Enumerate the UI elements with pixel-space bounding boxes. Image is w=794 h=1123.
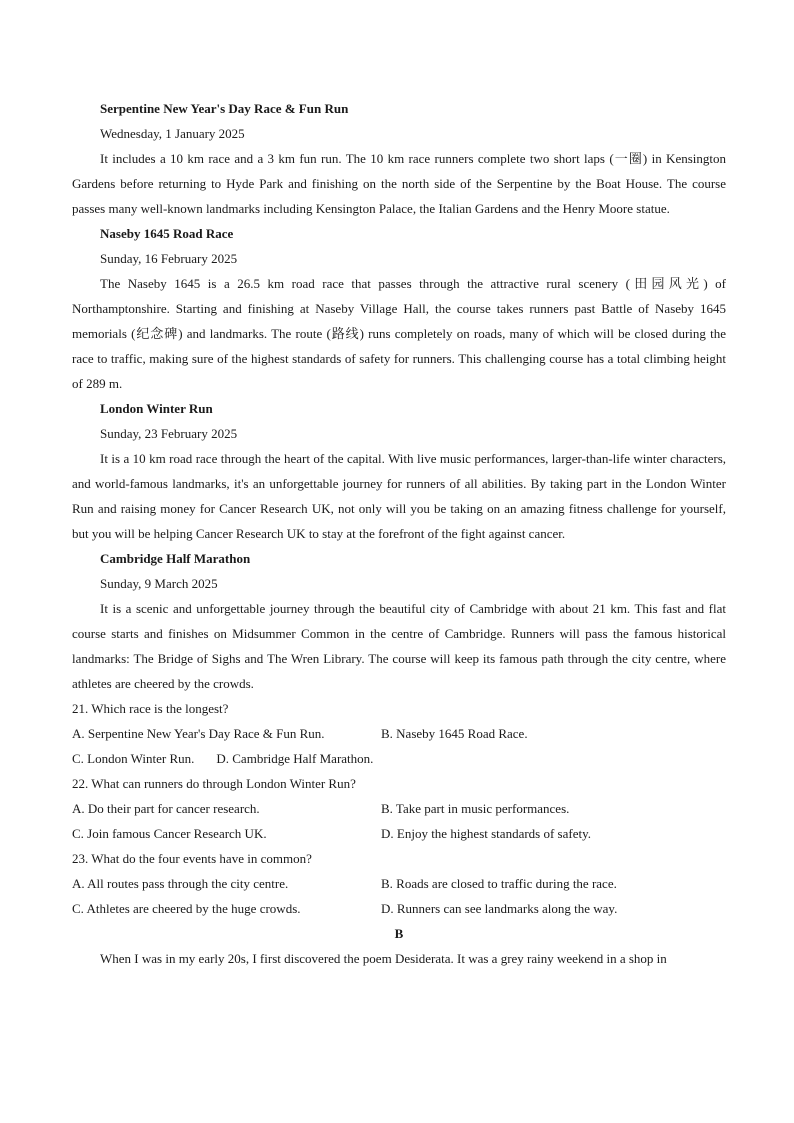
option-d: D. Runners can see landmarks along the way. — [381, 901, 618, 916]
question-23 — [72, 846, 726, 921]
options-row — [72, 721, 726, 746]
section-heading: B — [394, 926, 404, 941]
option-b: B. Take part in music performances. — [381, 801, 570, 816]
option-a: A. Do their part for cancer research. — [72, 801, 260, 816]
question-stem: 22. What can runners do through London Winter Run? — [72, 776, 356, 791]
question-stem: 23. What do the four events have in common? — [72, 851, 312, 866]
option-d: D. Enjoy the highest standards of safety. — [381, 826, 591, 841]
race-serpentine — [72, 96, 726, 221]
race-description: It includes a 10 km race and a 3 km fun run. The 10 km race runners complete two short laps (一圈) in Kensington Gardens before returning to Hyde Park and finishing on the north side of the Serpentine by the Boat House. The course passes many well-known landmarks including Kensington Palace, the Italian Gardens and the Henry Moore statue. — [72, 151, 726, 216]
race-title: Naseby 1645 Road Race — [100, 226, 234, 241]
race-title: Cambridge Half Marathon — [100, 551, 251, 566]
race-naseby — [72, 221, 726, 396]
options-row — [72, 796, 726, 821]
section-b-opening: When I was in my early 20s, I first discovered the poem Desiderata. It was a grey rainy weekend in a shop in — [100, 951, 667, 966]
option-c: C. London Winter Run. — [72, 751, 195, 766]
option-c: C. Athletes are cheered by the huge crowds. — [72, 901, 301, 916]
options-row — [72, 896, 726, 921]
option-a: A. Serpentine New Year's Day Race & Fun Run. — [72, 726, 325, 741]
section-b — [72, 921, 726, 971]
race-description: It is a scenic and unforgettable journey through the beautiful city of Cambridge with about 21 km. This fast and flat course starts and finishes on Midsummer Common in the centre of Cambridge. Runners will pass the famous historical landmarks: The Bridge of Sighs and The Wren Library. The course will keep its famous path through the city centre, where athletes are cheered by the crowds. — [72, 601, 726, 691]
option-a: A. All routes pass through the city centre. — [72, 876, 289, 891]
question-stem: 21. Which race is the longest? — [72, 701, 229, 716]
race-london-winter — [72, 396, 726, 546]
race-description: The Naseby 1645 is a 26.5 km road race that passes through the attractive rural scenery (田园风光) of Northamptonshire. Starting and finishing at Naseby Village Hall, the course takes runners past Battle of Naseby 1645 memorials (纪念碑) and landmarks. The route (路线) runs completely on roads, many of which will be closed during the race to traffic, making sure of the highest standards of safety for runners. This challenging course has a total climbing height of 289 m. — [72, 276, 726, 391]
document-page — [72, 96, 726, 971]
race-date: Sunday, 23 February 2025 — [100, 426, 238, 441]
options-row — [72, 746, 726, 771]
question-22 — [72, 771, 726, 846]
option-d: D. Cambridge Half Marathon. — [216, 751, 374, 766]
race-description: It is a 10 km road race through the heart of the capital. With live music performances, larger-than-life winter characters, and world-famous landmarks, it's an unforgettable journey for runners of all abilities. By taking part in the London Winter Run and raising money for Cancer Research UK, not only will you be taking on an amazing fitness challenge for yourself, but you will be helping Cancer Research UK to stay at the forefront of the fight against cancer. — [72, 451, 726, 541]
race-date: Sunday, 9 March 2025 — [100, 576, 218, 591]
race-title: Serpentine New Year's Day Race & Fun Run — [100, 101, 349, 116]
race-cambridge — [72, 546, 726, 696]
option-b: B. Naseby 1645 Road Race. — [381, 726, 528, 741]
race-date: Wednesday, 1 January 2025 — [100, 126, 245, 141]
option-b: B. Roads are closed to traffic during the race. — [381, 876, 617, 891]
race-date: Sunday, 16 February 2025 — [100, 251, 238, 266]
option-c: C. Join famous Cancer Research UK. — [72, 826, 267, 841]
race-title: London Winter Run — [100, 401, 213, 416]
question-21 — [72, 696, 726, 771]
options-row — [72, 821, 726, 846]
options-row — [72, 871, 726, 896]
